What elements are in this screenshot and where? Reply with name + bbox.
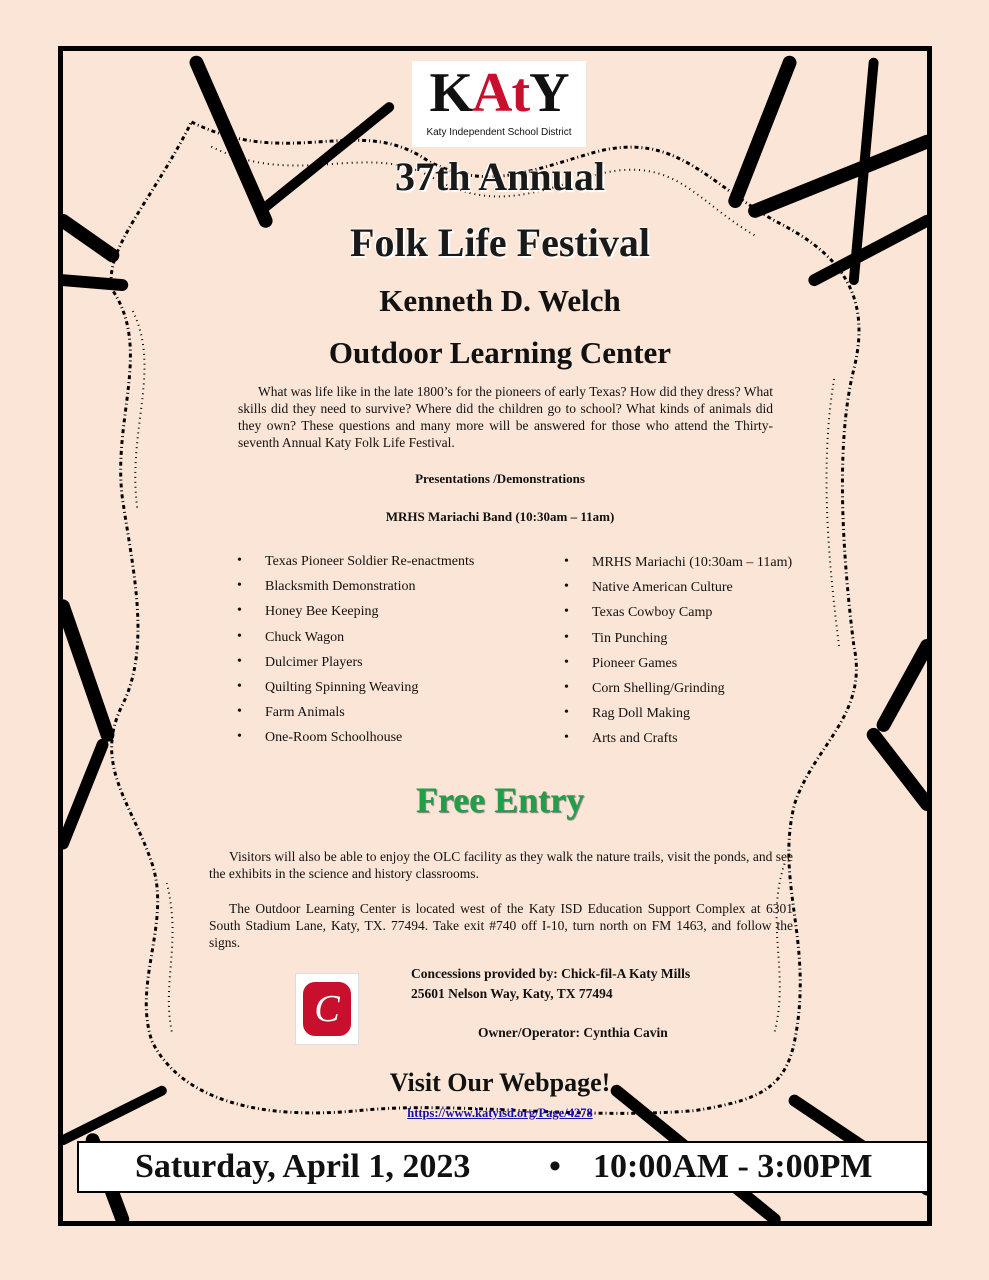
concessions-address: 25601 Nelson Way, Katy, TX 77494 xyxy=(411,986,613,1001)
katy-logo-subtitle: Katy Independent School District xyxy=(426,127,572,138)
location-paragraph: The Outdoor Learning Center is located west of the Katy ISD Education Support Complex at 6301 South Stadium Lane, Katy, TX. 77494. Take exit #740 off I-10, turn north on FM 1463, and follow the signs. xyxy=(209,901,793,950)
activities-list-left xyxy=(237,554,474,756)
list-item: • Chuck Wagon xyxy=(237,630,474,655)
list-item: • Pioneer Games xyxy=(564,656,792,681)
visit-webpage-heading: Visit Our Webpage! xyxy=(389,1068,611,1097)
list-item: • Rag Doll Making xyxy=(564,706,792,731)
list-item: • Texas Cowboy Camp xyxy=(564,605,792,630)
list-item: • Dulcimer Players xyxy=(237,655,474,680)
title-line-2: Folk Life Festival xyxy=(350,220,650,265)
title-line-1: 37th Annual xyxy=(394,154,606,199)
event-date: Saturday, April 1, 2023 xyxy=(135,1148,471,1185)
chick-fil-a-c-icon: C xyxy=(303,982,351,1036)
flyer-frame xyxy=(58,46,932,1226)
intro-paragraph: What was life like in the late 1800’s for the pioneers of early Texas? How did they dress? What skills did they need to survive? Where did the children go to school? What kinds of animals did they own? These questions and many more will be answered for those who attend the Thirty-seventh Annual Katy Folk Life Festival. xyxy=(238,384,773,450)
event-time: 10:00AM - 3:00PM xyxy=(593,1148,873,1185)
concessions-provider: Concessions provided by: Chick-fil-A Katy Mills xyxy=(411,966,691,981)
webpage-link-wrap xyxy=(63,1104,932,1122)
katy-isd-logo xyxy=(412,61,586,147)
presentations-heading: Presentations /Demonstrations xyxy=(415,471,585,486)
list-item: • Blacksmith Demonstration xyxy=(237,579,474,604)
subtitle-line-2: Outdoor Learning Center xyxy=(328,335,672,370)
katy-logo-wordmark: KAtY xyxy=(429,62,569,124)
mariachi-heading: MRHS Mariachi Band (10:30am – 11am) xyxy=(385,509,615,524)
separator-bullet: • xyxy=(549,1148,561,1185)
activities-list-right xyxy=(564,555,792,757)
chick-fil-a-logo xyxy=(295,973,359,1045)
list-item: • Native American Culture xyxy=(564,580,792,605)
list-item: • Farm Animals xyxy=(237,705,474,730)
visitors-paragraph: Visitors will also be able to enjoy the OLC facility as they walk the nature trails, visit the ponds, and see the exhibits in the science and history classrooms. xyxy=(209,849,793,881)
subtitle-line-1: Kenneth D. Welch xyxy=(379,283,621,318)
date-time-bar xyxy=(77,1141,929,1193)
list-item: • MRHS Mariachi (10:30am – 11am) xyxy=(564,555,792,580)
list-item: • Quilting Spinning Weaving xyxy=(237,680,474,705)
webpage-link[interactable]: https://www.katyisd.org/Page/4278 xyxy=(407,1106,593,1120)
list-item: • Corn Shelling/Grinding xyxy=(564,681,792,706)
free-entry-heading: Free Entry xyxy=(415,780,585,820)
list-item: • Tin Punching xyxy=(564,631,792,656)
list-item: • One-Room Schoolhouse xyxy=(237,730,474,755)
list-item: • Texas Pioneer Soldier Re-enactments xyxy=(237,554,474,579)
owner-operator: Owner/Operator: Cynthia Cavin xyxy=(478,1025,668,1040)
list-item: • Arts and Crafts xyxy=(564,731,792,756)
list-item: • Honey Bee Keeping xyxy=(237,604,474,629)
concessions-block xyxy=(411,964,690,1004)
